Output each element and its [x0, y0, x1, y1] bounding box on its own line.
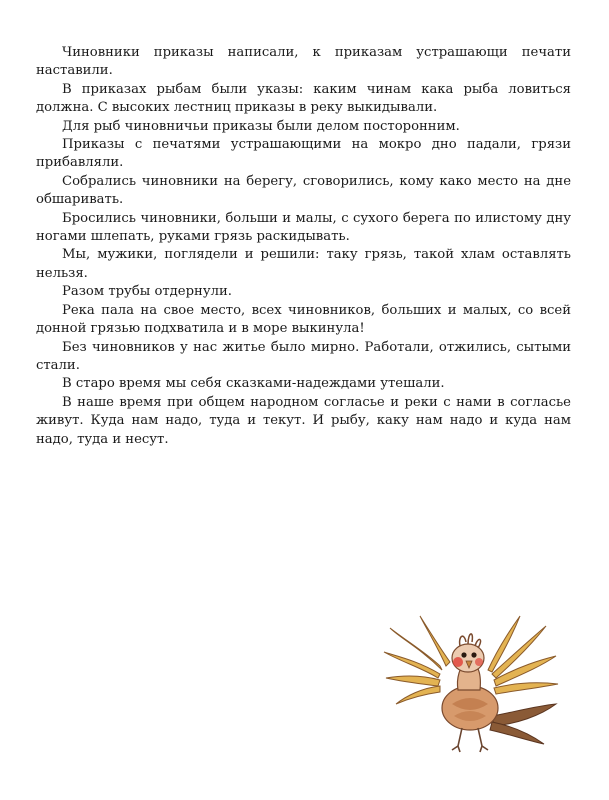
- paragraph-6: Бросились чиновники, больши и малы, с сухого берега по илистому дну ногами шлепать, руками грязь раскидывать.: [36, 210, 571, 245]
- tail: [490, 704, 556, 744]
- paragraph-10: Без чиновников у нас житье было мирно. Работали, отжились, сытыми стали.: [36, 339, 571, 373]
- right-wing: [488, 616, 558, 694]
- paragraph-1: Чиновники приказы написали, к приказам устрашающи печати наставили.: [36, 45, 571, 79]
- paragraph-3: Для рыб чиновничьи приказы были делом посторонним.: [62, 118, 460, 134]
- paragraph-5: Собрались чиновники на берегу, сговорились, кому како место на дне обшаривать.: [36, 173, 571, 208]
- paragraph-9: Река пала на свое место, всех чиновников, больших и малых, со всей донной грязью подхватила и в море выкинула!: [36, 302, 571, 337]
- paragraph-7: Мы, мужики, поглядели и решили: таку грязь, такой хлам оставлять нельзя.: [36, 247, 571, 281]
- left-wing: [384, 616, 450, 704]
- paragraph-4: Приказы с печатями устрашающими на мокро дно падали, грязи прибавляли.: [36, 137, 571, 171]
- legs: [452, 728, 488, 752]
- story-text: [36, 44, 571, 449]
- paragraph-12: В наше время при общем народном согласье и реки с нами в согласье живут. Куда нам надо, туда и текут. И рыбу, каку нам надо и куда нам надо, туда и несут.: [36, 394, 571, 447]
- paragraph-11: В старо время мы себя сказками-надеждами утешали.: [62, 376, 445, 392]
- cheek: [475, 658, 483, 666]
- firebird-illustration: [380, 608, 580, 768]
- paragraph-8: Разом трубы отдернули.: [62, 284, 232, 300]
- paragraph-2: В приказах рыбам были указы: каким чинам кака рыба ловиться должна. С высоких лестниц приказы в реку выкидывали.: [36, 81, 571, 116]
- cheek: [453, 657, 463, 667]
